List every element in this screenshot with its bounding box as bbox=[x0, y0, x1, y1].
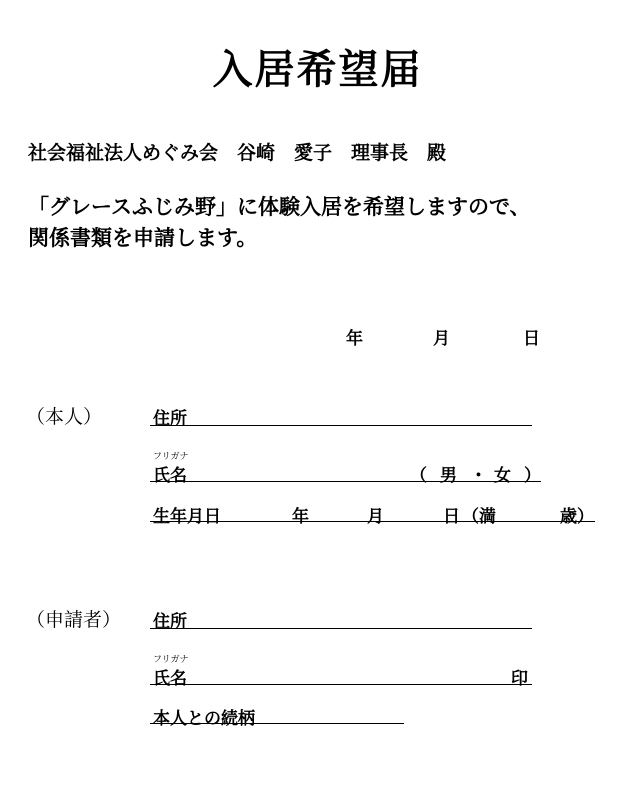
applicant-furigana-label: フリガナ bbox=[153, 655, 189, 665]
request-line-1: 「グレースふじみ野」に体験入居を希望しますので、 bbox=[28, 195, 531, 219]
birth-day-label: 日 bbox=[443, 507, 460, 527]
applicant-name-label: 氏名 bbox=[153, 669, 187, 689]
birth-year-label: 年 bbox=[292, 507, 309, 527]
age-open-label: （満 bbox=[462, 507, 496, 527]
relation-line[interactable] bbox=[150, 723, 404, 724]
birth-month-label: 月 bbox=[367, 507, 384, 527]
applicant-address-line[interactable] bbox=[150, 628, 532, 629]
addressee: 社会福祉法人めぐみ会 谷崎 愛子 理事長 殿 bbox=[28, 142, 447, 164]
date-year-label: 年 bbox=[346, 329, 363, 349]
gender-close-paren: ） bbox=[524, 466, 541, 486]
date-month-label: 月 bbox=[433, 329, 450, 349]
person-name-line[interactable] bbox=[150, 481, 541, 482]
person-address-line[interactable] bbox=[150, 425, 532, 426]
request-line-2: 関係書類を申請します。 bbox=[28, 226, 258, 250]
request-text bbox=[28, 192, 531, 254]
gender-male-option[interactable]: 男 bbox=[440, 466, 457, 486]
relation-label: 本人との続柄 bbox=[153, 709, 255, 729]
gender-open-paren: （ bbox=[410, 466, 427, 486]
gender-separator: ・ bbox=[470, 466, 487, 486]
applicant-address-label: 住所 bbox=[153, 612, 187, 632]
birthdate-line[interactable] bbox=[150, 521, 595, 522]
person-name-label: 氏名 bbox=[153, 466, 187, 486]
person-address-label: 住所 bbox=[153, 409, 187, 429]
form-title: 入居希望届 bbox=[212, 47, 423, 93]
gender-female-option[interactable]: 女 bbox=[494, 466, 511, 486]
person-furigana-label: フリガナ bbox=[153, 452, 189, 462]
person-section-label: （本人） bbox=[26, 406, 103, 428]
applicant-name-line[interactable] bbox=[150, 684, 532, 685]
birthdate-label: 生年月日 bbox=[153, 507, 221, 527]
date-day-label: 日 bbox=[523, 329, 540, 349]
seal-label: 印 bbox=[511, 669, 528, 689]
applicant-section-label: （申請者） bbox=[26, 609, 122, 631]
age-close-label: 歳） bbox=[560, 507, 594, 527]
